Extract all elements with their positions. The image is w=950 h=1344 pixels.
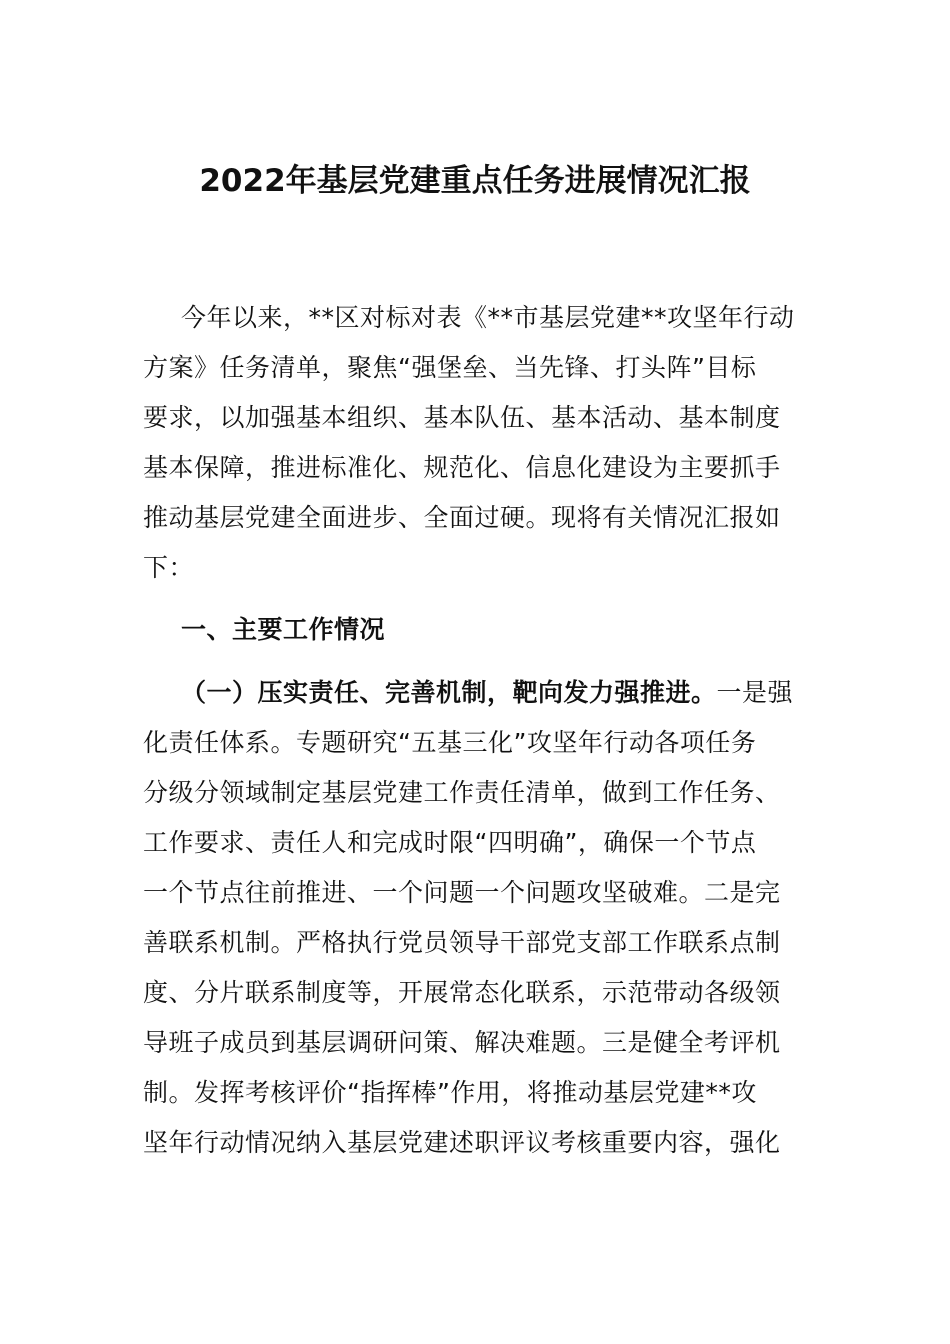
intro-line-1: 今年以来，**区对标对表《**市基层党建**攻坚年行动 [181,303,795,332]
body-line-9: 坚年行动情况纳入基层党建述职评议考核重要内容，强化 [143,1128,781,1157]
intro-line-4: 基本保障，推进标准化、规范化、信息化建设为主要抓手 [143,453,781,482]
body-line-2: 分级分领域制定基层党建工作责任清单，做到工作任务、 [143,778,781,807]
body-line-5: 善联系机制。严格执行党员领导干部党支部工作联系点制 [143,928,781,957]
body-line-3: 工作要求、责任人和完成时限“四明确”，确保一个节点 [143,828,757,857]
intro-line-2: 方案》任务清单，聚焦“强堡垒、当先锋、打头阵”目标 [143,353,757,382]
subsection-first-line [181,676,793,710]
subsection-heading: （一）压实责任、完善机制，靶向发力强推进。 [181,678,717,707]
body-line-7: 导班子成员到基层调研问策、解决难题。三是健全考评机 [143,1028,781,1057]
intro-line-6: 下： [143,553,195,582]
intro-line-3: 要求，以加强基本组织、基本队伍、基本活动、基本制度 [143,403,781,432]
body-line-1: 化责任体系。专题研究“五基三化”攻坚年行动各项任务 [143,728,757,757]
body-line-4: 一个节点往前推进、一个问题一个问题攻坚破难。二是完 [143,878,781,907]
body-line-6: 度、分片联系制度等，开展常态化联系，示范带动各级领 [143,978,781,1007]
section-heading: 一、主要工作情况 [181,615,386,644]
document-title: 2022年基层党建重点任务进展情况汇报 [199,163,751,199]
subsection-first-line-tail: 一是强 [716,678,794,707]
intro-line-5: 推动基层党建全面进步、全面过硬。现将有关情况汇报如 [143,503,781,532]
body-line-8: 制。发挥考核评价“指挥棒”作用，将推动基层党建**攻 [143,1078,757,1107]
